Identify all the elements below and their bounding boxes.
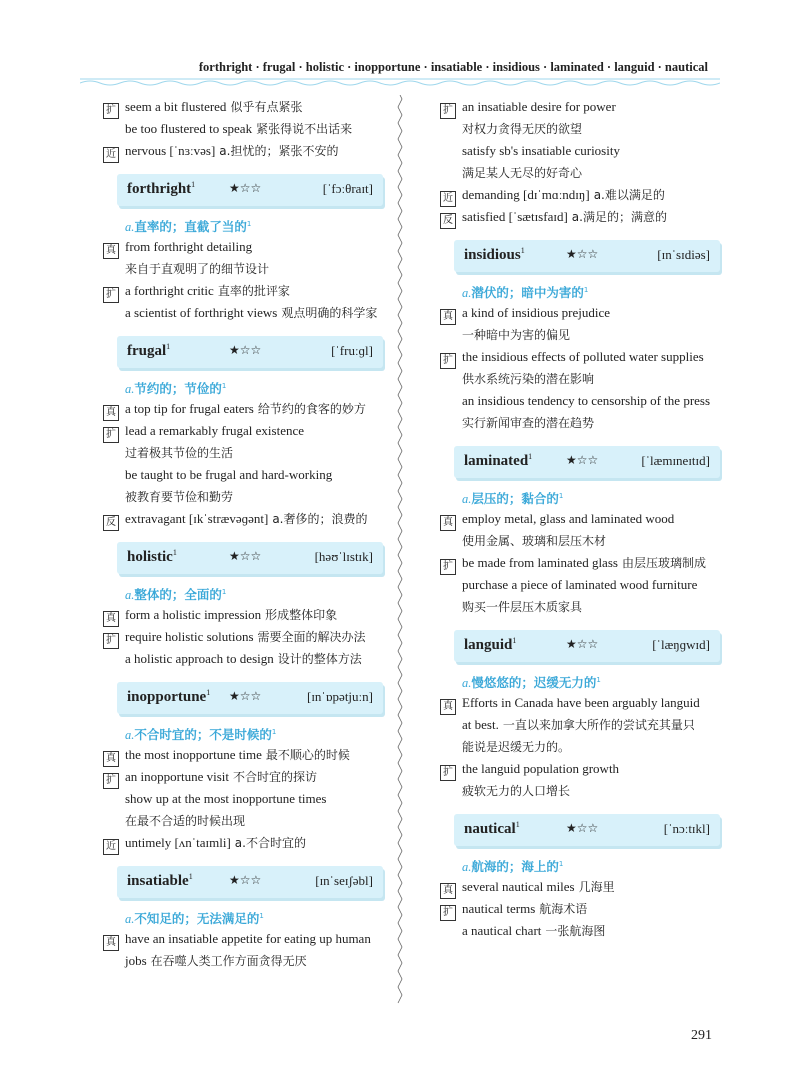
chinese-translation: 航海术语 [539,902,588,916]
definition: a.整体的；全面的$^1$ [125,587,227,603]
headword-box-holistic [117,542,383,574]
chinese-translation: 紧张得说不出话来 [256,122,353,136]
chinese-translation: 似乎有点紧张 [230,100,303,114]
entry-line [103,302,383,324]
phonetic: [ɪnˈsɪdiəs] [657,247,710,262]
entry-line [440,758,720,780]
chinese-translation: 最不顺心的时候 [265,748,350,762]
entry-line [440,390,720,412]
phonetic: [ˈfɔːθraɪt] [322,181,373,196]
english-phrase: demanding [dɪˈmɑːndɪŋ] [462,187,590,202]
definition: a.慢悠悠的；迟缓无力的$^1$ [462,675,601,691]
definition: a.航海的；海上的$^1$ [462,859,564,875]
tag-icon: 扩 [103,633,119,649]
entry-line [103,118,383,140]
english-phrase: the most inopportune time [125,747,262,762]
chinese-translation: 给节约的食客的妙方 [257,402,366,416]
headword-box-laminated [454,446,720,478]
tag-icon: 真 [103,751,119,767]
definition: a.直率的；直截了当的$^1$ [125,219,252,235]
rating-stars: ★☆☆ [229,181,262,195]
entry-line [440,206,720,228]
tag-icon: 扩 [440,103,456,119]
headword: nautical$^1$ [464,820,520,837]
chinese-translation: a.难以满足的 [593,188,665,202]
chinese-translation: 使用金属、玻璃和层压木材 [462,534,607,548]
headword-box-inopportune [117,682,383,714]
english-phrase: a top tip for frugal eaters [125,401,254,416]
entry-line [103,508,383,530]
entry-line [103,464,383,486]
entry-line [103,280,383,302]
chinese-translation: a.不合时宜的 [234,836,306,850]
headword: holistic$^1$ [127,548,177,565]
left-column [103,96,383,972]
rating-stars: ★☆☆ [229,343,262,357]
phonetic: [ɪnˈseɪʃəbl] [315,873,373,888]
tag-icon: 真 [440,699,456,715]
headword: insatiable$^1$ [127,872,193,889]
entry-line [103,744,383,766]
tag-icon: 近 [103,839,119,855]
english-phrase: the languid population growth [462,761,620,776]
chinese-translation: a.担忧的；紧张不安的 [219,144,339,158]
english-phrase: at best. [462,717,499,732]
definition: a.层压的；黏合的$^1$ [462,491,564,507]
headword-box-languid [454,630,720,662]
rating-stars: ★☆☆ [566,247,599,261]
entry-line [440,780,720,802]
rating-stars: ★☆☆ [566,453,599,467]
tag-icon: 近 [440,191,456,207]
chinese-translation: 满足某人无尽的好奇心 [462,166,583,180]
entry-line [440,876,720,898]
entry-line [440,692,720,714]
tag-icon: 反 [103,515,119,531]
chinese-translation: 设计的整体方法 [277,652,362,666]
entry-line [440,736,720,758]
phonetic: [həʊˈlɪstɪk] [314,549,373,564]
english-phrase: untimely [ʌnˈtaɪmli] [125,835,231,850]
english-phrase: an insidious tendency to censorship of the press [462,393,711,408]
tag-icon: 扩 [103,287,119,303]
english-phrase: nautical terms [462,901,536,916]
entry-line [440,302,720,324]
rating-stars: ★☆☆ [229,873,262,887]
phonetic: [ˈlæŋɡwɪd] [652,637,710,652]
entry-line [103,96,383,118]
chinese-translation: 疲软无力的人口增长 [462,784,571,798]
chinese-translation: 被教育要节俭和勤劳 [125,490,234,504]
english-phrase: satisfy sb's insatiable curiosity [462,143,620,158]
headword: insidious$^1$ [464,246,525,263]
chinese-translation: a.奢侈的；浪费的 [272,512,368,526]
english-phrase: jobs [125,953,147,968]
tag-icon: 扩 [440,353,456,369]
entry-line [440,118,720,140]
english-phrase: employ metal, glass and laminated wood [462,511,675,526]
tag-icon: 扩 [103,427,119,443]
rating-stars: ★☆☆ [566,637,599,651]
english-phrase: seem a bit flustered [125,99,227,114]
entry-line [103,626,383,648]
rating-stars: ★☆☆ [566,821,599,835]
chinese-translation: 需要全面的解决办法 [257,630,366,644]
tag-icon: 真 [103,405,119,421]
chinese-translation: 在最不合适的时候出现 [125,814,246,828]
tag-icon: 真 [103,935,119,951]
entry-line [440,596,720,618]
english-phrase: a forthright critic [125,283,214,298]
entry-line [440,920,720,942]
chinese-translation: 供水系统污染的潜在影响 [462,372,595,386]
entry-line [103,810,383,832]
chinese-translation: 直率的批评家 [217,284,290,298]
phonetic: [ˈlæmɪneɪtɪd] [641,453,710,468]
column-divider [395,95,405,1005]
entry-line [440,508,720,530]
chinese-translation: 不合时宜的探访 [233,770,318,784]
headword: languid$^1$ [464,636,517,653]
entry-line [440,530,720,552]
chinese-translation: 形成整体印象 [265,608,338,622]
chinese-translation: 几海里 [578,880,615,894]
entry-line [440,898,720,920]
headword-box-insidious [454,240,720,272]
entry-line [103,258,383,280]
english-phrase: an inopportune visit [125,769,229,784]
english-phrase: Efforts in Canada have been arguably languid [462,695,700,710]
headword-box-nautical [454,814,720,846]
chinese-translation: 一张航海图 [545,924,606,938]
headword-box-forthright [117,174,383,206]
tag-icon: 真 [103,243,119,259]
chinese-translation: 观点明确的科学家 [281,306,378,320]
english-phrase: several nautical miles [462,879,575,894]
english-phrase: purchase a piece of laminated wood furniture [462,577,698,592]
tag-icon: 扩 [103,773,119,789]
english-phrase: an insatiable desire for power [462,99,616,114]
chinese-translation: 一直以来加拿大所作的尝试充其量只 [502,718,695,732]
entry-line [103,604,383,626]
english-phrase: a kind of insidious prejudice [462,305,611,320]
headword: laminated$^1$ [464,452,533,469]
chinese-translation: 由层压玻璃制成 [621,556,706,570]
entry-line [103,140,383,162]
entry-line [440,324,720,346]
definition: a.潜伏的；暗中为害的$^1$ [462,285,589,301]
english-phrase: the insidious effects of polluted water supplies [462,349,704,364]
right-column [440,96,720,942]
english-phrase: lead a remarkably frugal existence [125,423,305,438]
entry-line [103,788,383,810]
rating-stars: ★☆☆ [229,689,262,703]
entry-line [440,140,720,162]
tag-icon: 近 [103,147,119,163]
phonetic: [ˈfruːɡl] [331,343,373,358]
phonetic: [ˈnɔːtɪkl] [663,821,710,836]
chinese-translation: 购买一件层压木质家具 [462,600,583,614]
english-phrase: require holistic solutions [125,629,254,644]
chinese-translation: 一种暗中为害的偏见 [462,328,571,342]
entry-line [103,950,383,972]
entry-line [440,368,720,390]
definition: a.不知足的；无法满足的$^1$ [125,911,264,927]
tag-icon: 真 [440,515,456,531]
chinese-translation: 来自于直观明了的细节设计 [125,262,270,276]
english-phrase: be made from laminated glass [462,555,618,570]
entry-line [103,648,383,670]
running-header: forthright · frugal · holistic · inopportune · insatiable · insidious · laminated · languid · nautical [198,60,708,74]
entry-line [440,346,720,368]
headword: inopportune$^1$ [127,688,211,705]
chinese-translation: 在吞噬人类工作方面贪得无厌 [150,954,307,968]
tag-icon: 扩 [440,559,456,575]
tag-icon: 真 [440,883,456,899]
english-phrase: show up at the most inopportune times [125,791,327,806]
entry-line [440,574,720,596]
english-phrase: be too flustered to speak [125,121,253,136]
english-phrase: a scientist of forthright views [125,305,278,320]
chinese-translation: 能说是迟缓无力的。 [462,740,571,754]
entry-line [103,486,383,508]
entry-line [103,398,383,420]
headword: frugal$^1$ [127,342,171,359]
entry-line [103,832,383,854]
english-phrase: have an insatiable appetite for eating up human [125,931,371,946]
definition: a.不合时宜的；不是时候的$^1$ [125,727,277,743]
english-phrase: extravagant [ɪkˈstrævəɡənt] [125,511,269,526]
english-phrase: a holistic approach to design [125,651,274,666]
entry-line [440,412,720,434]
entry-line [440,162,720,184]
tag-icon: 反 [440,213,456,229]
tag-icon: 扩 [103,103,119,119]
rating-stars: ★☆☆ [229,549,262,563]
page-number: 291 [691,1028,712,1043]
english-phrase: be taught to be frugal and hard-working [125,467,333,482]
entry-line [103,236,383,258]
english-phrase: a nautical chart [462,923,542,938]
english-phrase: from forthright detailing [125,239,253,254]
entry-line [440,714,720,736]
headword-box-frugal [117,336,383,368]
entry-line [440,184,720,206]
header-rule [80,76,720,86]
chinese-translation: 实行新闻审查的潜在趋势 [462,416,595,430]
chinese-translation: 对权力贪得无厌的欲望 [462,122,583,136]
tag-icon: 扩 [440,765,456,781]
english-phrase: nervous [ˈnɜːvəs] [125,143,216,158]
headword: forthright$^1$ [127,180,196,197]
entry-line [103,442,383,464]
phonetic: [ɪnˈɒpətjuːn] [306,689,373,704]
english-phrase: form a holistic impression [125,607,262,622]
english-phrase: satisfied [ˈsætɪsfaɪd] [462,209,568,224]
chinese-translation: 过着极其节俭的生活 [125,446,234,460]
entry-line [440,552,720,574]
entry-line [103,928,383,950]
headword-box-insatiable [117,866,383,898]
entry-line [440,96,720,118]
entry-line [103,420,383,442]
tag-icon: 真 [440,309,456,325]
definition: a.节约的；节俭的$^1$ [125,381,227,397]
tag-icon: 扩 [440,905,456,921]
entry-line [103,766,383,788]
chinese-translation: a.满足的；满意的 [571,210,667,224]
tag-icon: 真 [103,611,119,627]
